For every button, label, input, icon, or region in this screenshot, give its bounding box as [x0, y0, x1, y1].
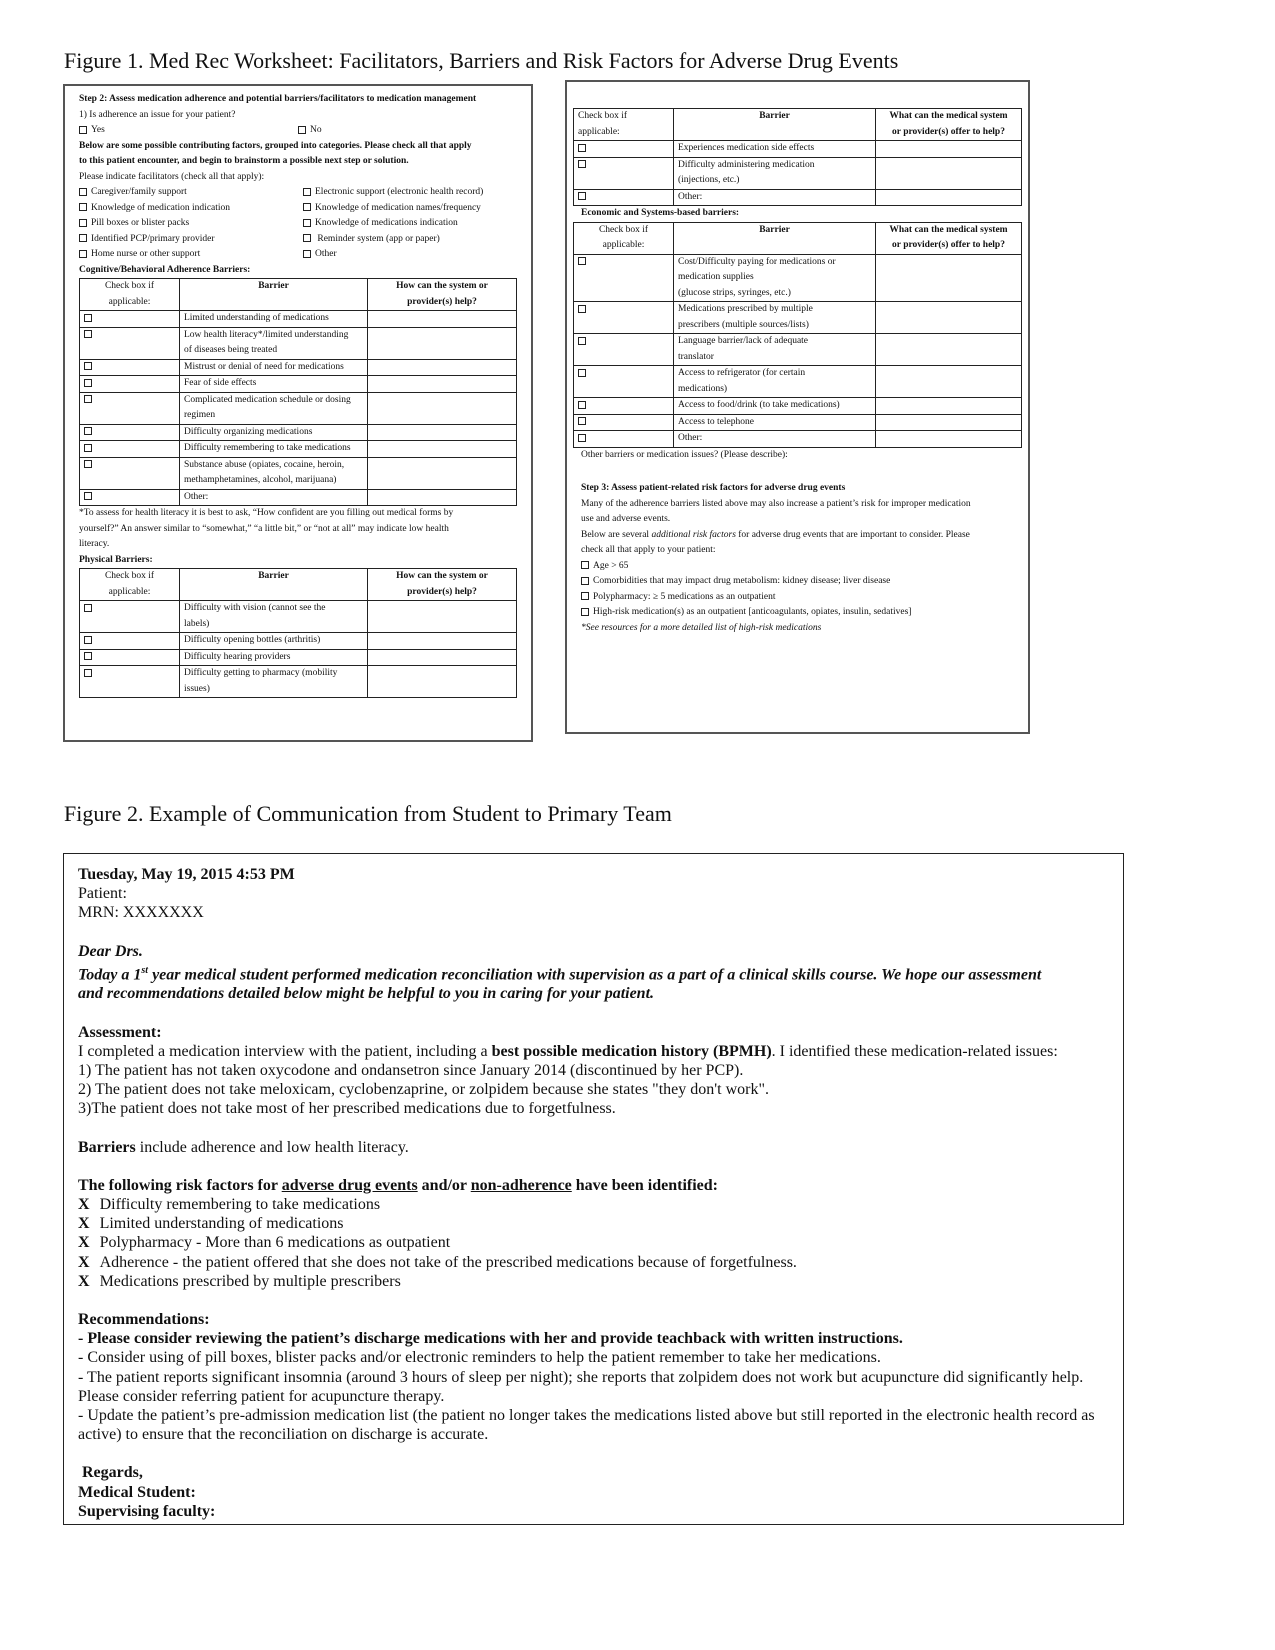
help-cell[interactable] — [876, 431, 1022, 448]
check-cell[interactable] — [574, 398, 674, 415]
help-cell[interactable] — [368, 327, 517, 359]
checkbox-icon — [79, 126, 87, 134]
barrier-text: Difficulty opening bottles (arthritis) — [184, 635, 321, 645]
table-row — [574, 414, 1022, 431]
see-resources-note: *See resources for a more detailed list of high-risk medications — [581, 622, 822, 633]
step3-line-4: check all that apply to your patient: — [581, 545, 716, 555]
recommendation-item: - Please consider reviewing the patient’s discharge medications with her and provide teachback with written instructions. — [78, 1330, 903, 1348]
checkbox-icon[interactable] — [84, 460, 92, 468]
yes-no-row — [79, 123, 517, 139]
barriers-line: Barriers include adherence and low health literacy. — [78, 1138, 409, 1156]
checkbox-icon[interactable] — [303, 250, 311, 258]
barrier-cell — [180, 489, 368, 506]
help-cell[interactable] — [368, 489, 517, 506]
check-cell[interactable] — [80, 311, 180, 328]
contributing-line-2: to this patient encounter, and begin to brainstorm a possible next step or solution. — [79, 156, 409, 166]
barrier-text: Limited understanding of medications — [184, 313, 329, 323]
checkbox-icon[interactable] — [578, 369, 586, 377]
check-cell[interactable] — [80, 376, 180, 393]
letter-regards: Regards, — [78, 1464, 143, 1482]
checkbox-icon[interactable] — [79, 188, 87, 196]
barrier-col-header: Barrier — [180, 569, 368, 601]
checkbox-icon — [298, 126, 306, 134]
checkbox-icon[interactable] — [84, 362, 92, 370]
barrier-cell — [180, 359, 368, 376]
recommendation-item: - Update the patient’s pre-admission medication list (the patient no longer takes the medications listed above but still reported in the electronic health record as active) to ensure that the reconciliation on discharge is accurate. — [78, 1407, 1095, 1444]
facilitator-item[interactable]: Other — [303, 247, 517, 263]
help-cell[interactable] — [876, 141, 1022, 158]
barrier-text: prescribers (multiple sources/lists) — [678, 319, 809, 330]
help-cell[interactable] — [876, 334, 1022, 366]
risk-mark: X — [78, 1253, 90, 1271]
table-row — [80, 392, 517, 424]
checkbox-icon[interactable] — [578, 257, 586, 265]
check-cell[interactable] — [80, 601, 180, 633]
checkbox-icon[interactable] — [578, 434, 586, 442]
issue-item: 1) The patient has not taken oxycodone and ondansetron since January 2014 (discontinued by her PCP). — [78, 1061, 744, 1079]
checkbox-icon[interactable] — [578, 144, 586, 152]
risk-mark: X — [78, 1272, 90, 1290]
check-cell[interactable] — [574, 366, 674, 398]
barrier-text: Difficulty administering medication — [678, 159, 815, 170]
facilitator-item[interactable]: Caregiver/family support — [79, 185, 293, 201]
checkbox-icon[interactable] — [578, 192, 586, 200]
barrier-col-header: Barrier — [674, 109, 876, 141]
check-col-header: Check box if applicable: — [574, 109, 674, 141]
table-header-row — [574, 222, 1022, 254]
check-cell[interactable] — [80, 424, 180, 441]
checkbox-icon[interactable] — [79, 234, 87, 242]
check-cell[interactable] — [574, 254, 674, 302]
check-cell[interactable] — [80, 327, 180, 359]
barrier-cell — [674, 254, 876, 302]
economic-barriers-table — [573, 222, 1022, 448]
checkbox-icon[interactable] — [84, 652, 92, 660]
barrier-text: Medications prescribed by multiple — [678, 304, 813, 314]
barrier-text: Access to refrigerator (for certain — [678, 368, 806, 378]
recommendation-item: - Consider using of pill boxes, blister packs and/or electronic reminders to help the patient remember to take her medications. — [78, 1349, 881, 1367]
barrier-text: Substance abuse (opiates, cocaine, heroin, — [184, 459, 345, 470]
table-row — [574, 431, 1022, 448]
facilitator-item[interactable]: Knowledge of medications indication — [303, 216, 517, 232]
table-header-row — [574, 109, 1022, 141]
table-row — [574, 157, 1022, 189]
barrier-cell — [180, 392, 368, 424]
help-cell[interactable] — [876, 254, 1022, 302]
letter-datetime: Tuesday, May 19, 2015 4:53 PM — [78, 866, 295, 883]
checkbox-icon[interactable] — [84, 492, 92, 500]
side-effects-table — [573, 108, 1022, 206]
checkbox-icon[interactable] — [84, 427, 92, 435]
table-row — [574, 366, 1022, 398]
check-cell[interactable] — [80, 441, 180, 458]
help-cell[interactable] — [876, 189, 1022, 206]
barrier-cell — [180, 601, 368, 633]
checkbox-icon[interactable] — [581, 561, 589, 569]
issue-item: 3)The patient does not take most of her prescribed medications due to forgetfulness. — [78, 1100, 616, 1118]
facilitator-item[interactable]: Reminder system (app or paper) — [303, 232, 517, 248]
risk-factor-item[interactable]: High-risk medication(s) as an outpatient [anticoagulants, opiates, insulin, sedatives] — [581, 605, 1014, 621]
table-row — [80, 666, 517, 698]
table-row — [80, 311, 517, 328]
help-cell[interactable] — [368, 649, 517, 666]
no-option[interactable]: No — [298, 123, 517, 139]
barrier-text: Other: — [678, 191, 703, 202]
footnote-line-1: *To assess for health literacy it is best to ask, “How confident are you filling out medical forms by — [79, 508, 454, 518]
barrier-cell — [180, 666, 368, 698]
cognitive-heading: Cognitive/Behavioral Adherence Barriers: — [79, 264, 251, 275]
barrier-text: labels) — [184, 618, 210, 629]
physical-barriers-table — [79, 568, 517, 698]
risk-factor-item[interactable]: Polypharmacy: ≥ 5 medications as an outpatient — [581, 590, 1014, 606]
risk-item: X Adherence - the patient offered that she does not take of the prescribed medications because of forgetfulness. — [78, 1253, 797, 1271]
worksheet-right-panel — [565, 80, 1030, 734]
check-cell[interactable] — [574, 414, 674, 431]
checkbox-icon[interactable] — [79, 203, 87, 211]
risk-mark: X — [78, 1195, 90, 1213]
help-cell[interactable] — [368, 311, 517, 328]
barrier-text: Difficulty hearing providers — [184, 651, 291, 662]
barrier-text: (injections, etc.) — [678, 175, 740, 185]
help-cell[interactable] — [368, 441, 517, 458]
barrier-cell — [180, 424, 368, 441]
help-cell[interactable] — [876, 157, 1022, 189]
table-row — [574, 334, 1022, 366]
barrier-cell — [674, 157, 876, 189]
check-col-header: Check box if applicable: — [574, 222, 674, 254]
table-row — [80, 441, 517, 458]
barrier-text: Other: — [678, 433, 703, 443]
barrier-text: Access to telephone — [678, 416, 754, 427]
barrier-text: issues) — [184, 683, 210, 694]
table-row — [80, 649, 517, 666]
checkbox-icon[interactable] — [79, 250, 87, 258]
check-cell[interactable] — [80, 649, 180, 666]
issue-item: 2) The patient does not take meloxicam, cyclobenzaprine, or zolpidem because she states "they don't work". — [78, 1081, 769, 1099]
other-barriers-prompt: Other barriers or medication issues? (Please describe): — [581, 449, 788, 460]
barrier-cell — [674, 431, 876, 448]
letter-faculty: Supervising faculty: — [78, 1502, 216, 1520]
check-cell[interactable] — [80, 666, 180, 698]
facilitator-item[interactable]: Knowledge of medication indication — [79, 201, 293, 217]
checkbox-icon[interactable] — [84, 330, 92, 338]
check-cell[interactable] — [574, 334, 674, 366]
table-header-row — [80, 279, 517, 311]
check-cell[interactable] — [574, 141, 674, 158]
barrier-text: medications) — [678, 383, 728, 394]
checkbox-icon[interactable] — [578, 305, 586, 313]
barrier-text: Difficulty remembering to take medications — [184, 443, 351, 453]
risk-factor-item[interactable]: Comorbidities that may impact drug metabolism: kidney disease; liver disease — [581, 574, 1014, 590]
figure2-title: Figure 2. Example of Communication from Student to Primary Team — [64, 801, 672, 826]
contributing-line-1: Below are some possible contributing factors, grouped into categories. Please check all that apply — [79, 140, 472, 151]
barrier-text: Low health literacy*/limited understanding — [184, 329, 349, 340]
risk-mark: X — [78, 1234, 90, 1252]
barrier-text: Fear of side effects — [184, 378, 257, 388]
facilitators-intro: Please indicate facilitators (check all that apply): — [79, 171, 265, 182]
risk-factor-item[interactable]: Age > 65 — [581, 559, 1014, 575]
checkbox-icon[interactable] — [578, 337, 586, 345]
table-row — [574, 302, 1022, 334]
barrier-text: medication supplies — [678, 272, 754, 282]
step3-line-1: Many of the adherence barriers listed above may also increase a patient’s risk for improper medication — [581, 498, 971, 509]
table-header-row — [80, 569, 517, 601]
barrier-col-header: Barrier — [180, 279, 368, 311]
help-cell[interactable] — [368, 457, 517, 489]
facilitator-item[interactable]: Home nurse or other support — [79, 247, 293, 263]
economic-heading: Economic and Systems-based barriers: — [581, 208, 740, 218]
facilitator-item[interactable]: Pill boxes or blister packs — [79, 216, 293, 232]
barrier-text: of diseases being treated — [184, 345, 278, 355]
checkbox-icon[interactable] — [303, 234, 311, 242]
help-cell[interactable] — [368, 359, 517, 376]
assessment-text: I completed a medication interview with the patient, including a best possible medication history (BPMH). I identified these medication-related issues: — [78, 1042, 1058, 1060]
risk-item: X Polypharmacy - More than 6 medications as outpatient — [78, 1234, 451, 1252]
checkbox-icon[interactable] — [578, 417, 586, 425]
barrier-text: Difficulty with vision (cannot see the — [184, 603, 326, 613]
barrier-cell — [674, 189, 876, 206]
table-row — [80, 424, 517, 441]
help-cell[interactable] — [876, 366, 1022, 398]
letter-intro: Today a 1st year medical student performed medication reconciliation with supervision as a part of a clinical skills course. We hope our assessment — [78, 964, 1042, 984]
barrier-cell — [674, 366, 876, 398]
checkbox-icon[interactable] — [578, 160, 586, 168]
footnote-line-2: yourself?” An answer similar to “somewhat,” “a little bit,” or “not at all” may indicate low health — [79, 523, 449, 534]
help-col-header: How can the system or provider(s) help? — [368, 569, 517, 601]
check-cell[interactable] — [574, 302, 674, 334]
yes-option[interactable]: Yes — [79, 123, 298, 139]
risk-item: X Limited understanding of medications — [78, 1215, 344, 1233]
risk-mark: X — [78, 1215, 90, 1233]
table-row — [80, 457, 517, 489]
barrier-cell — [674, 141, 876, 158]
letter-intro-cont: and recommendations detailed below might be helpful to you in caring for your patient. — [78, 985, 655, 1003]
checkbox-icon[interactable] — [303, 188, 311, 196]
barrier-text: methamphetamines, alcohol, marijuana) — [184, 475, 337, 485]
barrier-text: translator — [678, 351, 714, 362]
help-cell[interactable] — [876, 398, 1022, 415]
help-cell[interactable] — [368, 633, 517, 650]
barrier-cell — [180, 376, 368, 393]
barrier-cell — [180, 441, 368, 458]
check-cell[interactable] — [80, 633, 180, 650]
help-cell[interactable] — [876, 414, 1022, 431]
recommendation-item: - The patient reports significant insomnia (around 3 hours of sleep per night); she reports that zolpidem does not work but acupuncture did significantly help. Please consider referring patient for acupuncture therapy. — [78, 1368, 1084, 1405]
check-col-header: Check box if applicable: — [80, 569, 180, 601]
barrier-cell — [180, 633, 368, 650]
checkbox-icon[interactable] — [581, 592, 589, 600]
check-cell[interactable] — [80, 457, 180, 489]
figure1-title: Figure 1. Med Rec Worksheet: Facilitators, Barriers and Risk Factors for Adverse Drug Events — [64, 48, 899, 73]
table-row — [80, 359, 517, 376]
checkbox-icon[interactable] — [303, 203, 311, 211]
help-cell[interactable] — [368, 424, 517, 441]
checkbox-icon[interactable] — [84, 444, 92, 452]
facilitators-list — [79, 185, 517, 263]
help-cell[interactable] — [876, 302, 1022, 334]
risk-factors-heading: The following risk factors for adverse drug events and/or non-adherence have been identified: — [78, 1176, 718, 1194]
facilitator-item[interactable]: Knowledge of medication names/frequency — [303, 201, 517, 217]
checkbox-icon[interactable] — [84, 395, 92, 403]
table-row — [574, 141, 1022, 158]
table-row — [80, 376, 517, 393]
letter-student: Medical Student: — [78, 1483, 196, 1501]
facilitator-item[interactable]: Identified PCP/primary provider — [79, 232, 293, 248]
barrier-cell — [180, 649, 368, 666]
checkbox-icon[interactable] — [84, 636, 92, 644]
checkbox-icon[interactable] — [581, 608, 589, 616]
checkbox-icon[interactable] — [303, 219, 311, 227]
barrier-text: Difficulty organizing medications — [184, 426, 313, 437]
barrier-text: Complicated medication schedule or dosing — [184, 394, 351, 405]
barrier-cell — [674, 334, 876, 366]
check-cell[interactable] — [80, 489, 180, 506]
table-row — [80, 327, 517, 359]
barrier-cell — [674, 302, 876, 334]
worksheet-left-panel — [63, 84, 533, 742]
checkbox-icon[interactable] — [581, 577, 589, 585]
help-col-header: How can the system or provider(s) help? — [368, 279, 517, 311]
help-col-header: What can the medical system or provider(s) offer to help? — [876, 222, 1022, 254]
barrier-col-header: Barrier — [674, 222, 876, 254]
barrier-text: regimen — [184, 410, 216, 420]
cognitive-barriers-table — [79, 278, 517, 506]
facilitator-item[interactable]: Electronic support (electronic health record) — [303, 185, 517, 201]
step3-line-3: Below are several additional risk factors for adverse drug events that are important to consider. Please — [581, 529, 970, 540]
communication-letter — [63, 853, 1124, 1525]
help-cell[interactable] — [368, 666, 517, 698]
barrier-cell — [180, 311, 368, 328]
barrier-text: Experiences medication side effects — [678, 143, 815, 153]
physical-heading: Physical Barriers: — [79, 554, 153, 565]
risk-item: X Medications prescribed by multiple prescribers — [78, 1272, 401, 1290]
check-cell[interactable] — [574, 157, 674, 189]
checkbox-icon[interactable] — [84, 314, 92, 322]
check-cell[interactable] — [574, 431, 674, 448]
step3-line-2: use and adverse events. — [581, 514, 671, 524]
table-row — [574, 254, 1022, 302]
table-row — [80, 633, 517, 650]
recommendations-label: Recommendations: — [78, 1310, 210, 1328]
table-row — [80, 601, 517, 633]
letter-salutation: Dear Drs. — [78, 942, 143, 960]
barrier-cell — [674, 414, 876, 431]
table-row — [574, 398, 1022, 415]
barrier-text: Mistrust or denial of need for medications — [184, 361, 344, 372]
checkbox-icon[interactable] — [79, 219, 87, 227]
letter-patient: Patient: — [78, 885, 127, 903]
table-row — [574, 189, 1022, 206]
barrier-text: Access to food/drink (to take medications) — [678, 400, 840, 410]
table-row — [80, 489, 517, 506]
check-cell[interactable] — [80, 392, 180, 424]
assessment-label: Assessment: — [78, 1023, 162, 1041]
barrier-text: Difficulty getting to pharmacy (mobility — [184, 668, 338, 678]
barrier-cell — [674, 398, 876, 415]
barrier-text: (glucose strips, syringes, etc.) — [678, 287, 791, 298]
barrier-text: Language barrier/lack of adequate — [678, 336, 809, 346]
step3-heading: Step 3: Assess patient-related risk factors for adverse drug events — [581, 483, 846, 493]
adherence-question: 1) Is adherence an issue for your patient? — [79, 109, 236, 120]
barrier-text: Cost/Difficulty paying for medications or — [678, 256, 836, 267]
help-cell[interactable] — [368, 601, 517, 633]
help-col-header: What can the medical system or provider(s) offer to help? — [876, 109, 1022, 141]
step2-heading: Step 2: Assess medication adherence and potential barriers/facilitators to medication management — [79, 94, 477, 104]
checkbox-icon[interactable] — [84, 669, 92, 677]
checkbox-icon[interactable] — [84, 379, 92, 387]
check-col-header: Check box if applicable: — [80, 279, 180, 311]
checkbox-icon[interactable] — [578, 401, 586, 409]
barrier-text: Other: — [184, 491, 209, 502]
help-cell[interactable] — [368, 376, 517, 393]
footnote-line-3: literacy. — [79, 539, 110, 549]
help-cell[interactable] — [368, 392, 517, 424]
check-cell[interactable] — [574, 189, 674, 206]
risk-item: X Difficulty remembering to take medications — [78, 1195, 381, 1213]
letter-mrn: MRN: XXXXXXX — [78, 904, 204, 922]
checkbox-icon[interactable] — [84, 604, 92, 612]
barrier-cell — [180, 457, 368, 489]
check-cell[interactable] — [80, 359, 180, 376]
barrier-cell — [180, 327, 368, 359]
